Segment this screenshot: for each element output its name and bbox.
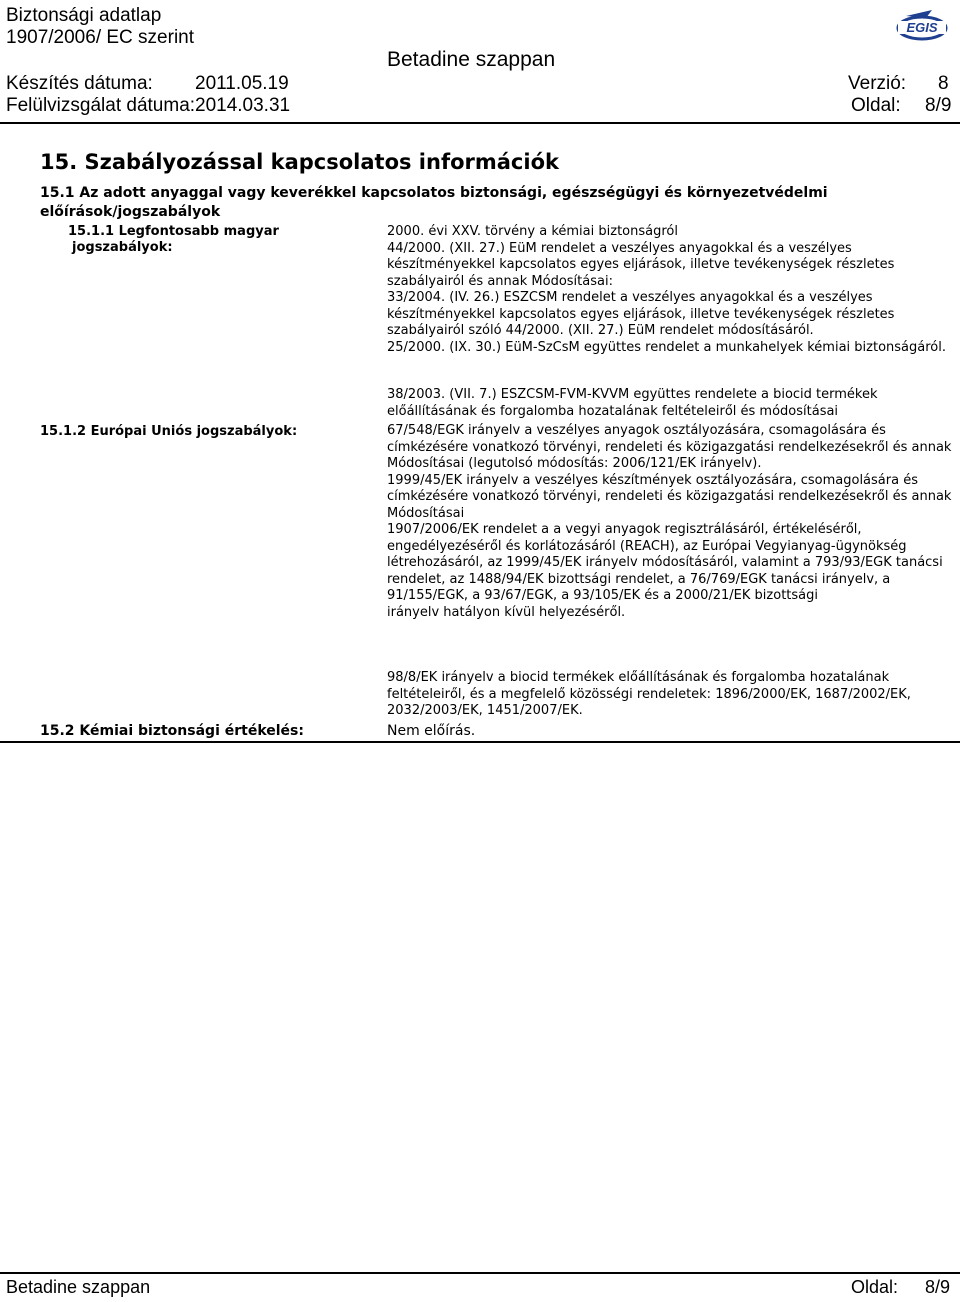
doc-type: Biztonsági adatlap bbox=[6, 5, 162, 26]
footer-page-value: 8/9 bbox=[925, 1277, 951, 1297]
label-15-1-1-line1: 15.1.1 Legfontosabb magyar bbox=[68, 224, 279, 239]
product-name: Betadine szappan bbox=[387, 48, 556, 71]
revised-date: 2014.03.31 bbox=[195, 95, 291, 116]
hu-law-item: 2000. évi XXV. törvény a kémiai biztonságról bbox=[387, 224, 678, 239]
eu-law-item: 67/548/EGK irányelv a veszélyes anyagok osztályozására, csomagolására és címkézésére vonatkozó törvényi, rendeleti és közigazgatási rendelkezésekről és annak Módosításai (legutolsó módosítás: 2006/121/EK irányelv). bbox=[387, 423, 952, 471]
label-15-2: 15.2 Kémiai biztonsági értékelés: bbox=[40, 723, 304, 739]
egis-logo-icon bbox=[892, 6, 952, 46]
hu-biocid-text: 38/2003. (VII. 7.) ESZCSM-FVM-KVVM együttes rendelete a biocid termékek előállításának és forgalomba hozatalának feltételeiről és módosításai bbox=[387, 387, 878, 419]
page-value: 8/9 bbox=[925, 95, 952, 116]
logo-text: EGIS bbox=[906, 20, 938, 35]
label-15-1-2: 15.1.2 Európai Uniós jogszabályok: bbox=[40, 424, 298, 439]
regulation-ref: 1907/2006/ EC szerint bbox=[6, 27, 195, 48]
created-date: 2011.05.19 bbox=[195, 73, 289, 94]
hu-biocid-law bbox=[387, 387, 957, 420]
version-value: 8 bbox=[938, 73, 949, 94]
eu-biocid-text: 98/8/EK irányelv a biocid termékek előállításának és forgalomba hozatalának feltételeiről, és a megfelelő közösségi rendeletek: 1896/2000/EK, 1687/2002/EK, 2032/2003/EK, 1451/2007/EK. bbox=[387, 670, 911, 718]
hu-laws-list bbox=[387, 224, 957, 356]
page-label: Oldal: bbox=[851, 95, 901, 116]
eu-law-item: 1907/2006/EK rendelet a a vegyi anyagok regisztrálásáról, értékeléséről, engedélyezéséről és korlátozásáról (REACH), az Európai Vegyianyag-ügynökség létrehozásáról, az 1999/45/EK irányelv módosításáról, valamint a 793/93/EGK tanácsi rendelet, az 1488/94/EK bizottsági rendelet, a 76/769/EGK tanácsi irányelv, a 91/155/EGK, a 93/67/EGK, a 93/105/EK és a 2000/21/EK bizottsági bbox=[387, 522, 943, 603]
header-rule bbox=[0, 122, 960, 124]
footer-rule bbox=[0, 1272, 960, 1274]
hu-law-item: 44/2000. (XII. 27.) EüM rendelet a veszélyes anyagokkal és a veszélyes készítményekkel kapcsolatos egyes eljárások, illetve tevékenységek részletes szabályairól és annak Módosításai: bbox=[387, 240, 895, 289]
version-label: Verzió: bbox=[848, 73, 907, 94]
section-end-rule bbox=[0, 741, 960, 743]
eu-law-item: 1999/45/EK irányelv a veszélyes készítmények osztályozására, csomagolására és címkézésére vonatkozó törvényi, rendeleti és közigazgatási rendelkezésekről és annak Módosításai bbox=[387, 472, 952, 521]
section-title: 15. Szabályozással kapcsolatos információk bbox=[40, 150, 559, 174]
created-label: Készítés dátuma: bbox=[6, 73, 153, 94]
footer-product-name: Betadine szappan bbox=[6, 1277, 151, 1297]
eu-biocid-law bbox=[387, 670, 957, 720]
hu-law-item: 25/2000. (IX. 30.) EüM-SzCsM együttes rendelet a munkahelyek kémiai biztonságáról. bbox=[387, 339, 946, 355]
eu-law-item: irányelv hatályon kívül helyezéséről. bbox=[387, 604, 626, 620]
eu-laws-list bbox=[387, 423, 957, 621]
footer-page-label: Oldal: bbox=[851, 1277, 899, 1297]
value-15-2: Nem előírás. bbox=[387, 723, 476, 739]
revised-label: Felülvizsgálat dátuma: bbox=[6, 95, 196, 116]
label-15-1-1-line2: jogszabályok: bbox=[72, 240, 173, 255]
hu-law-item: 33/2004. (IV. 26.) ESZCSM rendelet a veszélyes anyagokkal és a veszélyes készítményekkel kapcsolatos egyes eljárások, illetve tevékenységek részletes szabályairól szóló 44/2000. (XII. 27.) EüM rendelet módosításáról. bbox=[387, 290, 895, 338]
subsection-15-1: 15.1 Az adott anyaggal vagy keverékkel kapcsolatos biztonsági, egészségügyi és környezetvédelmi előírások/jogszabályok bbox=[40, 185, 828, 220]
